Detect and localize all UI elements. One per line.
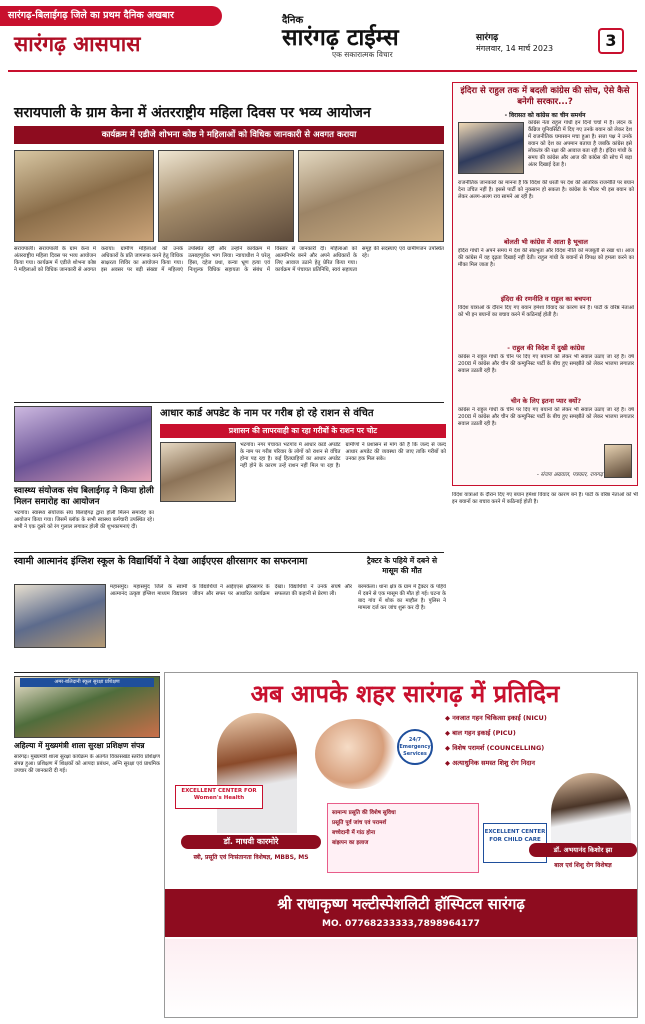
lead-photo-3 bbox=[298, 150, 444, 242]
editorial-body-5: कांग्रेस ने राहुल गांधी के चीन पर दिए गए बयानों को लेकर भी सवाल उठाए जा रहे हैं। वर्ष 2008 में कांग्रेस और चीन की कम्युनिस्ट पार्टी के बीच हुए समझौते को लेकर भाजपा लगातार सवाल उठाती रही है। bbox=[458, 354, 634, 374]
editorial-body-3: इंदिरा गांधी ने अपने समय में देश की संप्रभुता और विदेश नीति को मजबूती से रखा था। आज की कांग्रेस में वह दृढ़ता दिखाई नहीं देती। राहुल गांधी के बयानों से विपक्ष को हमला करने का मौका मिल जाता है। bbox=[458, 248, 634, 268]
lead-body: सरायपाली। सरायपाली के ग्राम केना में अंतरराष्ट्रीय महिला दिवस पर भव्य आयोजन किया गया। कार्यक्रम में एडीजे शोभना कोष्ठ ने महिलाओं को विधिक जानकारी से अवगत कराया। ग्रामीण महिलाओं को उनके अधिकारों के प्रति जागरूक करने हेतु विधिक साक्षरता शिविर का आयोजन किया गया। इस अवसर पर बड़ी संख्या में महिलाएं उपस्थित रहीं और उन्होंने कार्यक्रम में उत्साहपूर्वक भाग लिया। न्यायाधीश ने घरेलू हिंसा, दहेज प्रथा, कन्या भ्रूण हत्या एवं निःशुल्क विधिक सहायता के संबंध में विस्तार से जानकारी दी। महिलाओं को आत्मनिर्भर बनने और अपने अधिकारों के लिए आवाज उठाने हेतु प्रेरित किया गया। कार्यक्रम में पंचायत प्रतिनिधि, स्वयं सहायता समूह की सदस्याएं एवं ग्रामीणजन उपस्थित रहे। bbox=[14, 246, 444, 273]
editorial-sub-2: इंदिरा की रणनीति व राहुल का बचपना bbox=[500, 295, 592, 303]
slogan: एक सकारात्मक विचार bbox=[332, 50, 393, 59]
benefit-item: प्रसूति पूर्व जांच एवं परामर्श bbox=[332, 820, 387, 826]
ad-lower-fill bbox=[165, 939, 637, 1017]
editorial-photo bbox=[458, 122, 524, 174]
benefit-item: सामान्य प्रसूति की विशेष सुविधा bbox=[332, 810, 396, 816]
school-headline: अहिल्या में मुख्यमंत्री शाला सुरक्षा प्रशिक्षण संपन्न bbox=[14, 741, 145, 750]
doctor1-name: डॉ. माधवी कारमोरे bbox=[181, 835, 321, 849]
editorial-body-4: विदेश यात्राओं के दौरान दिए गए बयान हमेशा विवाद का कारण बने हैं। पार्टी के वरिष्ठ नेताओं को भी इन बयानों का बचाव करने में कठिनाई होती है। bbox=[458, 305, 634, 318]
rule-3 bbox=[14, 672, 160, 673]
tractor-body: बरमकेला। थाना क्षेत्र के ग्राम में ट्रैक्टर के पहिये में दबने से एक मासूम की मौत हो गई। घटना के बाद गांव में शोक का माहौल है। पुलिस ने मामला दर्ज कर जांच शुरू कर दी है। bbox=[358, 584, 446, 611]
aadhaar-headline: आधार कार्ड अपडेट के नाम पर गरीब हो रहे राशन से वंचित bbox=[160, 408, 374, 419]
baby-photo bbox=[315, 719, 397, 789]
hospital-name-banner: श्री राधाकृष्ण मल्टीस्पेशलिटी हॉस्पिटल सारंगढ़ bbox=[165, 889, 637, 937]
masthead-logo bbox=[282, 12, 472, 68]
doctor2-photo bbox=[551, 773, 631, 843]
lead-subhead: कार्यक्रम में एडीजे शोभना कोष्ठ ने महिलाओं को विधिक जानकारी से अवगत कराया bbox=[14, 126, 444, 144]
date: मंगलवार, 14 मार्च 2023 bbox=[476, 44, 554, 53]
lead-photo-2 bbox=[158, 150, 294, 242]
service-label: विशेष परामर्श (COUNCELLING) bbox=[452, 744, 545, 752]
hospital-ad bbox=[164, 672, 638, 1018]
emergency-badge: 24/7 Emergency Services bbox=[397, 729, 433, 765]
editorial-body-1: कांग्रेस नेता राहुल गांधी इन दिनों चर्चा में हैं। लंदन के कैंब्रिज यूनिवर्सिटी में दिए गए उनके बयान को लेकर देश में राजनीतिक घमासान मचा हुआ है। सत्ता पक्ष ने उनके बयान को देश का अपमान बताया है जबकि कांग्रेस इसे लोकतंत्र की रक्षा की आवाज बता रही है। इंदिरा गांधी के समय की कांग्रेस और आज की कांग्रेस की सोच में बड़ा अंतर दिखाई देता है। bbox=[528, 120, 632, 168]
doctor1-photo bbox=[217, 713, 297, 833]
doctor2-name: डॉ. अभयानंद किशोर झा bbox=[529, 843, 637, 857]
editorial-body-6: कांग्रेस ने राहुल गांधी के चीन पर दिए गए बयानों को लेकर भी सवाल उठाए जा रहे हैं। वर्ष 2008 में कांग्रेस और चीन की कम्युनिस्ट पार्टी के बीच हुए समझौते को लेकर भाजपा लगातार सवाल उठाती रही है। bbox=[458, 407, 634, 427]
services-list bbox=[445, 713, 635, 767]
hospital-phone: MO. 07768233333,7898964177 bbox=[322, 919, 480, 929]
aadhaar-photo bbox=[160, 442, 236, 502]
author-photo bbox=[604, 444, 632, 478]
health-headline: स्वास्थ्य संयोजक संघ बिलाईगढ़ ने किया होली मिलन समारोह का आयोजन bbox=[14, 486, 154, 507]
tractor-body-2: विदेश यात्राओं के दौरान दिए गए बयान हमेशा विवाद का कारण बने हैं। पार्टी के वरिष्ठ नेताओं को भी इन बयानों का बचाव करने में कठिनाई होती है। bbox=[452, 492, 638, 505]
service-item: ◆ बाल गहन इकाई (PICU) bbox=[445, 729, 516, 737]
aadhaar-subhead: प्रशासन की लापरवाही का रहा गरीबों के राशन पर चोट bbox=[160, 424, 446, 438]
tractor-headline: ट्रैक्टर के पहिये में दबने से मासूम की मौत bbox=[366, 556, 438, 575]
masthead-rule bbox=[8, 70, 637, 72]
service-item: ◆ अत्याधुनिक समस्त शिशु रोग निदान bbox=[445, 759, 535, 767]
service-item: ◆ नवजात गहन चिकित्सा इकाई (NICU) bbox=[445, 714, 547, 722]
service-label: नवजात गहन चिकित्सा इकाई (NICU) bbox=[452, 714, 547, 722]
doctor2-title: बाल एवं शिशु रोग विशेषज्ञ bbox=[554, 862, 612, 869]
editorial-body-1b: राजनीतिक जानकारों का मानना है कि विदेश की धरती पर देश की आंतरिक राजनीति पर बयान देना उचित नहीं है। इससे पार्टी को नुकसान हो सकता है। कांग्रेस के भीतर भी इस बयान को लेकर अलग-अलग राय सामने आ रही है। bbox=[458, 180, 634, 200]
swami-headline: स्वामी आत्मानंद इंग्लिश स्कूल के विद्यार्थियों ने देखा आईएएस क्षीरसागर का सफरनामा bbox=[14, 556, 308, 567]
aadhaar-body: भटगांव। नगर पंचायत भटगांव में आधार कार्ड अपडेट के नाम पर गरीब परिवार के लोगों को राशन से वंचित होना पड़ रहा है। कई हितग्राहियों का आधार अपडेट नहीं होने के कारण उन्हें राशन नहीं मिल पा रहा है। ग्रामीणों ने प्रशासन से मांग की है कि जल्द से जल्द आधार अपडेट की व्यवस्था की जाए ताकि गरीबों को उनका हक मिल सके। bbox=[240, 442, 446, 469]
service-label: बाल गहन इकाई (PICU) bbox=[452, 729, 516, 737]
health-photo bbox=[14, 406, 152, 482]
doctor1-title: स्त्री, प्रसूति एवं निःसंतानता विशेषज्ञ, MBBS, MS bbox=[193, 854, 309, 861]
page-number: 3 bbox=[598, 28, 624, 54]
ad-headline: अब आपके शहर सारंगढ़ में प्रतिदिन bbox=[250, 679, 560, 708]
editorial-sub-3: - राहुल की विदेश में दुखी कांग्रेस bbox=[507, 344, 585, 352]
editorial-sub-4: चीन के लिए इतना प्यार क्यों? bbox=[510, 397, 582, 405]
health-body: भटगांव। स्वास्थ्य संयोजक संघ बिलाईगढ़ द्वारा होली मिलन समारोह का आयोजन किया गया। जिसमें ब्लॉक के सभी स्वास्थ्य कर्मचारी उपस्थित रहे। सभी ने एक दूसरे को रंग गुलाल लगाकर होली की शुभकामनाएं दीं। bbox=[14, 510, 154, 530]
dateline bbox=[476, 30, 596, 54]
swami-photo bbox=[14, 584, 106, 648]
benefits-box bbox=[327, 803, 479, 873]
editorial-author: - संजय अग्रवाल, पत्रकार, रायगढ़ bbox=[536, 472, 603, 478]
lead-photo-1 bbox=[14, 150, 154, 242]
school-banner: अमर-बलिदानी स्कूल सुरक्षा प्रशिक्षण bbox=[20, 678, 154, 687]
center-women-badge: EXCELLENT CENTER FOR Women's Health bbox=[175, 785, 263, 809]
swami-body: महासमुंद। महासमुंद जिले के स्वामी आत्मानंद उत्कृष्ट इंग्लिश माध्यम विद्यालय के विद्यार्थियों ने आईएएस क्षीरसागर के जीवन और सफर पर आधारित कार्यक्रम देखा। विद्यार्थियों ने उनके संघर्ष और सफलता की कहानी से प्रेरणा ली। bbox=[110, 584, 352, 597]
editorial-sub-1: बोलती भी कांग्रेस में आता है भूचाल bbox=[504, 238, 588, 246]
paper-name: सारंगढ़ टाईम्स bbox=[282, 24, 399, 51]
editorial-subhead: - विरासत को कांग्रेस का चीन समर्थन bbox=[504, 112, 586, 119]
city: सारंगढ़ bbox=[476, 33, 499, 43]
service-item: ◆ विशेष परामर्श (COUNCELLING) bbox=[445, 744, 545, 752]
service-label: अत्याधुनिक समस्त शिशु रोग निदान bbox=[452, 759, 535, 767]
editorial-headline: इंदिरा से राहुल तक में बदली कांग्रेस की सोच, ऐसे कैसे बनेगी सरकार...? bbox=[460, 86, 630, 107]
lead-headline: सरायपाली के ग्राम केना में अंतरराष्ट्रीय महिला दिवस पर भव्य आयोजन bbox=[14, 105, 371, 121]
center-child-badge: EXCELLENT CENTER FOR CHILD CARE bbox=[483, 823, 547, 863]
benefit-item: बांझपन का इलाज bbox=[332, 840, 369, 846]
rule-2 bbox=[14, 552, 444, 553]
section-title: सारंगढ़ आसपास bbox=[14, 31, 141, 56]
school-body: सारंगढ़। मुख्यमंत्री शाला सुरक्षा कार्यक्रम के अंतर्गत विकासखंड स्तरीय प्रशिक्षण संपन्न हुआ। प्रशिक्षण में शिक्षकों को आपदा प्रबंधन, अग्नि सुरक्षा एवं प्राथमिक उपचार की जानकारी दी गई। bbox=[14, 754, 160, 774]
daily-label: दैनिक bbox=[282, 15, 304, 26]
benefit-item: बच्चेदानी में गांठ होना bbox=[332, 830, 376, 836]
rule-1 bbox=[14, 402, 444, 403]
tagline-strip: सारंगढ़-बिलाईगढ़ जिले का प्रथम दैनिक अखबार bbox=[0, 6, 222, 26]
